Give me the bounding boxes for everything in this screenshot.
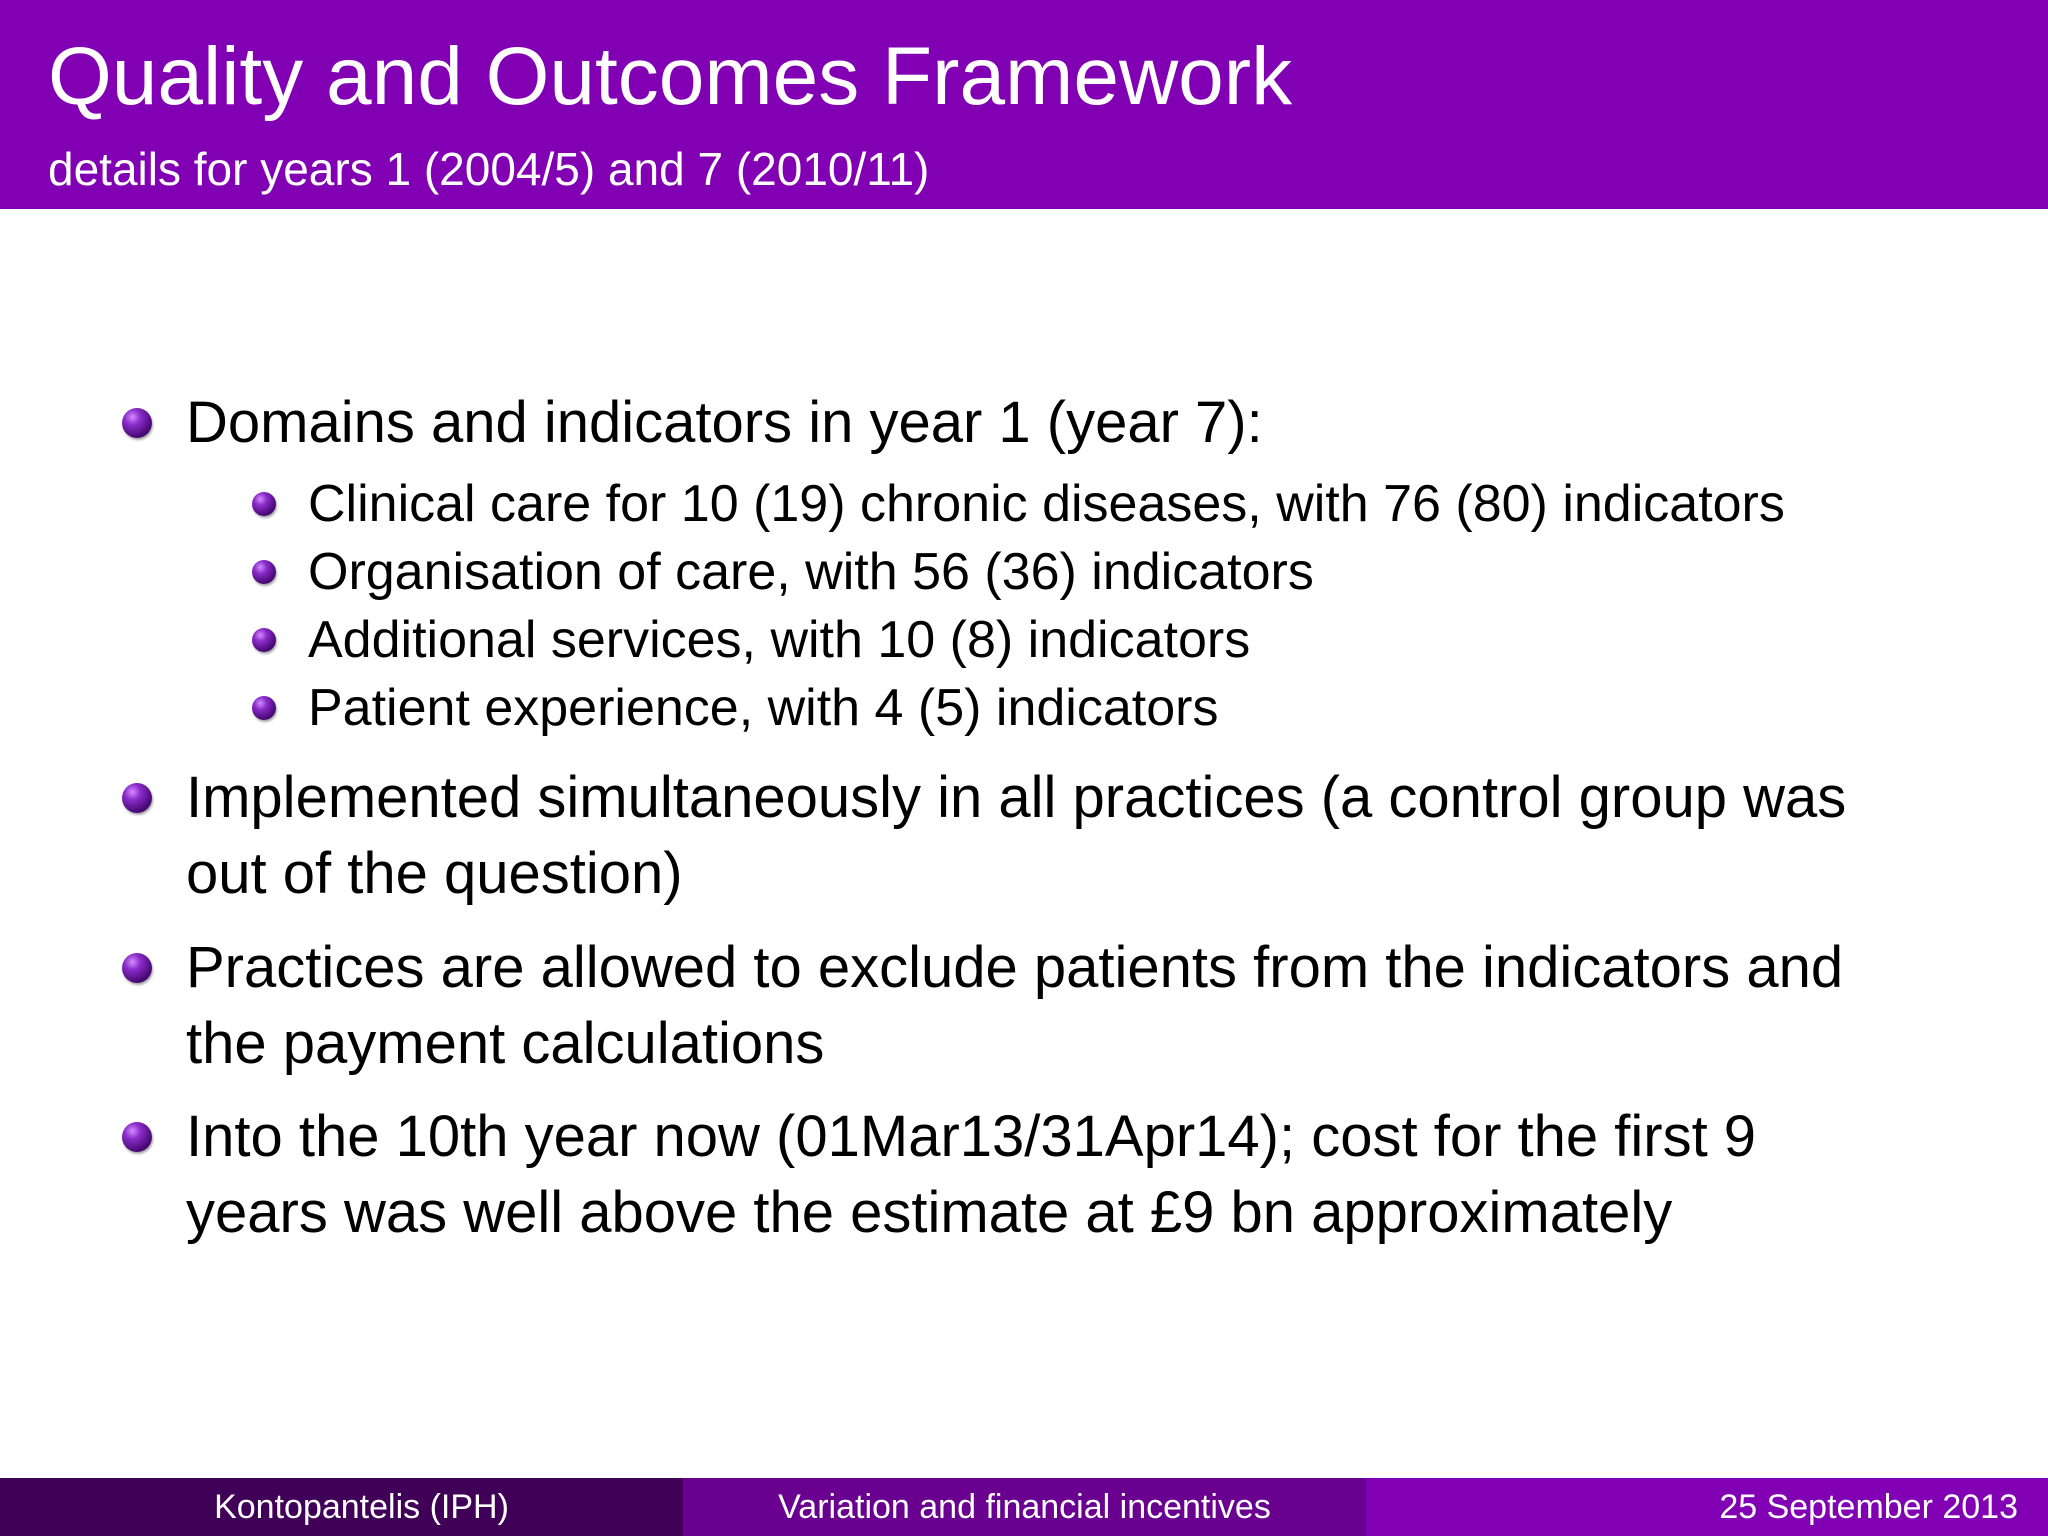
sub-item-clinical-care: Clinical care for 10 (19) chronic diseases, with 76 (80) indicators — [308, 475, 1785, 533]
bullet-item-tenth-year-cont: years was well above the estimate at £9 bn approximately — [186, 1180, 1673, 1245]
footer-date: 25 September 2013 — [1366, 1478, 2048, 1536]
bullet-item-implemented: Implemented simultaneously in all practices (a control group was — [186, 765, 1847, 830]
footer-author: Kontopantelis (IPH) — [0, 1478, 683, 1536]
bullet-item-tenth-year: Into the 10th year now (01Mar13/31Apr14); cost for the first 9 — [186, 1104, 1757, 1169]
slide-subtitle: details for years 1 (2004/5) and 7 (2010/11) — [48, 143, 930, 195]
bullet-icon — [122, 408, 152, 438]
bullet-icon — [122, 953, 152, 983]
bullet-item-exclusions-cont: the payment calculations — [186, 1011, 825, 1076]
slide-footer — [0, 1478, 2048, 1536]
slide-title: Quality and Outcomes Framework — [48, 31, 1293, 122]
sub-item-additional-services: Additional services, with 10 (8) indicators — [308, 611, 1251, 669]
sub-bullet-icon — [252, 560, 276, 584]
bullet-item-implemented-cont: out of the question) — [186, 841, 683, 906]
sub-bullet-icon — [252, 492, 276, 516]
footer-talk-title: Variation and financial incentives — [683, 1478, 1366, 1536]
bullet-icon — [122, 783, 152, 813]
bullet-item-exclusions: Practices are allowed to exclude patients from the indicators and — [186, 935, 1844, 1000]
sub-item-organisation: Organisation of care, with 56 (36) indicators — [308, 543, 1314, 601]
bullet-icon — [122, 1122, 152, 1152]
bullet-item-domains: Domains and indicators in year 1 (year 7): — [186, 390, 1263, 455]
sub-bullet-icon — [252, 628, 276, 652]
sub-bullet-icon — [252, 696, 276, 720]
sub-item-patient-experience: Patient experience, with 4 (5) indicators — [308, 679, 1219, 737]
